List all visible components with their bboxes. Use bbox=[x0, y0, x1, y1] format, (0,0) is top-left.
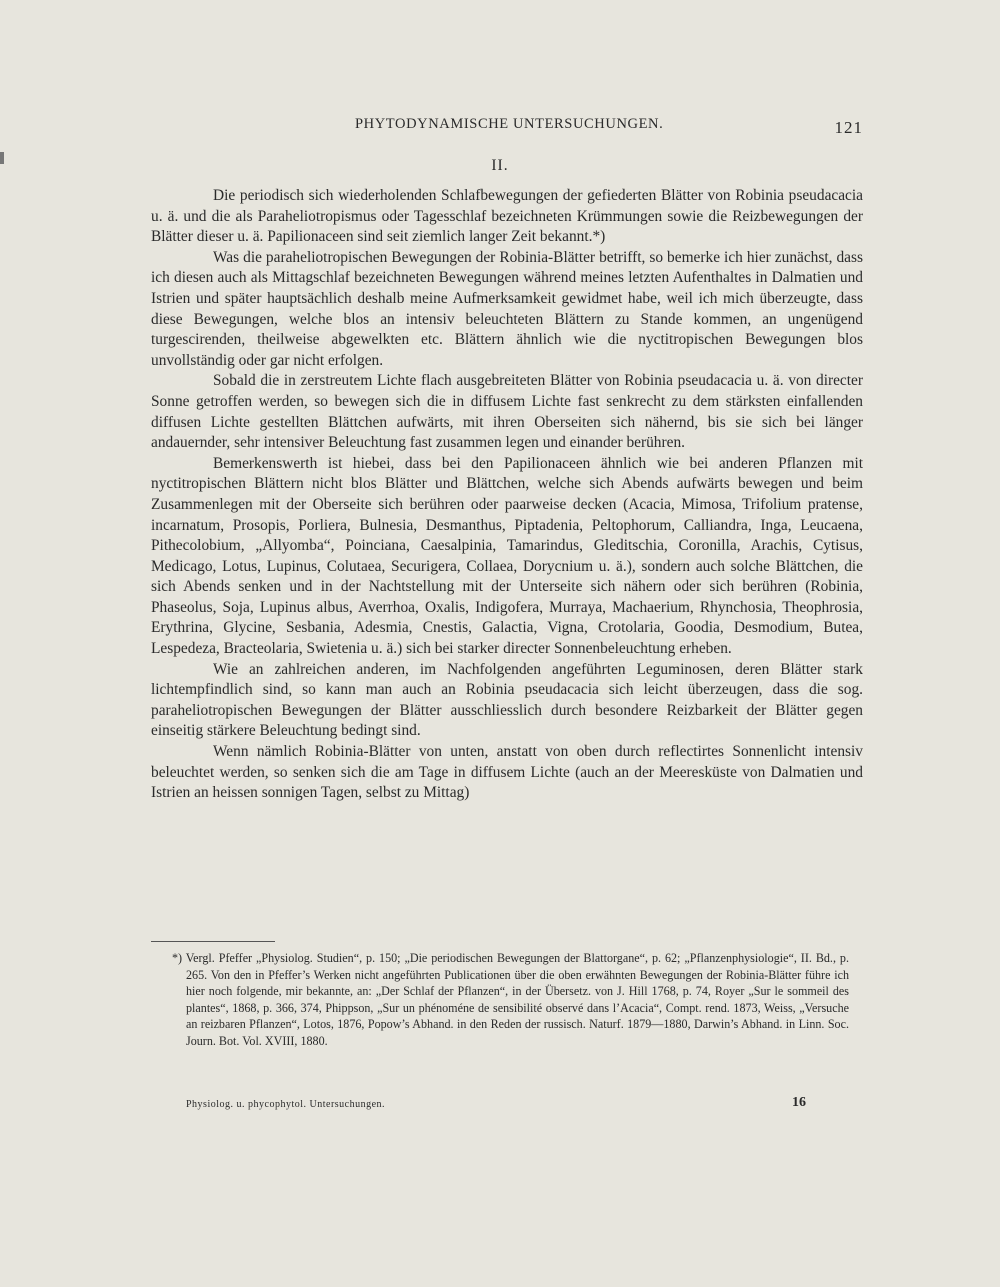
running-title: PHYTODYNAMISCHE UNTERSUCHUNGEN. bbox=[355, 116, 664, 132]
footnote-text: *) Vergl. Pfeffer „Physiolog. Studien“, p. 150; „Die periodischen Bewegungen der Blattorgane“, p. 62; „Pflanzenphysiologie“, II. Bd., p. 265. Von den in Pfeffer’s Werken nicht angeführten Publicationen über die oben erwähnten Bewegungen der Robinia-Blätter führe ich hier noch folgende, mir bekannte, an: „Der Schlaf der Pflanzen“, in der Übersetz. von J. Hill 1768, p. 74, Royer „Sur le sommeil des plantes“, 1868, p. 366, 374, Phippson, „Sur un phénoméne de sensibilité observé dans l’Acacia“, Compt. rend. 1873, Weiss, „Versuche an reizbaren Pflanzen“, Lotos, 1876, Popow’s Abhand. in den Reden der russisch. Naturf. 1879—1880, Darwin’s Abhand. in Linn. Soc. Journ. Bot. Vol. XVIII, 1880. bbox=[172, 951, 849, 1048]
section-heading: II. bbox=[491, 157, 509, 174]
paragraph: Die periodisch sich wiederholenden Schlafbewegungen der gefiederten Blätter von Robinia pseudacacia u. ä. und die als Paraheliotropismus oder Tagesschlaf bezeichneten Krümmungen sowie die Reizbewegungen der Blätter dieser u. ä. Papilionaceen sind seit ziemlich langer Zeit bekannt.*) bbox=[151, 187, 863, 246]
signature-mark: 16 bbox=[792, 1095, 806, 1110]
body-text bbox=[151, 186, 863, 804]
signature-line: Physiolog. u. phycophytol. Untersuchungen. bbox=[186, 1099, 386, 1110]
running-header bbox=[150, 116, 863, 140]
page-footer bbox=[186, 1095, 806, 1115]
page-number: 121 bbox=[834, 118, 863, 137]
footnote bbox=[172, 950, 849, 1049]
paragraph: Sobald die in zerstreutem Lichte flach ausgebreiteten Blätter von Robinia pseudacacia u. ä. von directer Sonne getroffen werden, so bewegen sich die in diffusem Lichte fast senkrecht zu dem stärksten einfallenden diffusen Lichte gestellten Blättchen aufwärts, mit ihren Oberseiten sich nähernd, bis sie sich bei länger andauernder, sehr intensiver Beleuchtung fast zusammen legen und einander berühren. bbox=[151, 372, 863, 452]
paragraph: Wenn nämlich Robinia-Blätter von unten, anstatt von oben durch reflectirtes Sonnenlicht intensiv beleuchtet werden, so senken sich die am Tage in diffusem Lichte (auch an der Meeresküste von Dalmatien und Istrien an heissen sonnigen Tagen, selbst zu Mittag) bbox=[151, 743, 863, 802]
paragraph: Bemerkenswerth ist hiebei, dass bei den Papilionaceen ähnlich wie bei anderen Pflanzen mit nyctitropischen Blättern nicht blos Blätter und Blättchen, welche sich Abends aufwärts bewegen und beim Zusammenlegen mit der Oberseite sich berühren oder paarweise decken (Acacia, Mimosa, Trifolium pratense, incarnatum, Prosopis, Porliera, Bulnesia, Desmanthus, Piptadenia, Peltophorum, Calliandra, Inga, Leucaena, Pithecolobium, „Allyomba“, Poinciana, Caesalpinia, Tamarindus, Gleditschia, Coronilla, Arachis, Cytisus, Medicago, Lotus, Lupinus, Colutaea, Securigera, Collaea, Dorycnium u. ä.), sondern auch solche Blättchen, die sich Abends senken und in der Nachtstellung mit der Unterseite sich nähern oder sich berühren (Robinia, Phaseolus, Soja, Lupinus albus, Averrhoa, Oxalis, Indigofera, Murraya, Machaerium, Rhynchosia, Theophrosia, Erythrina, Glycine, Sesbania, Adesmia, Cnestis, Galactia, Vigna, Crotolaria, Goodia, Desmodium, Butea, Lespedeza, Bracteolaria, Swietenia u. ä.) sich bei starker directer Sonnenbeleuchtung erheben. bbox=[151, 454, 863, 658]
paragraph: Was die paraheliotropischen Bewegungen der Robinia-Blätter betrifft, so bemerke ich hier zunächst, dass ich diesen auch als Mittagschlaf bezeichneten Bewegungen während meines letzten Aufenthaltes in Dalmatien und Istrien und später hauptsächlich deshalb meine Aufmerksamkeit gewidmet habe, weil ich mich überzeugte, dass diese Bewegungen, welche blos an intensiv beleuchteten Blättern zu Stande kommen, an ungenügend turgescirenden, theilweise abgewelkten etc. Blättern ähnlich wie die nyctitropischen Bewegungen blos unvollständig oder gar nicht erfolgen. bbox=[151, 248, 863, 369]
paragraph: Wie an zahlreichen anderen, im Nachfolgenden angeführten Leguminosen, deren Blätter stark lichtempfindlich sind, so kann man auch an Robinia pseudacacia sich leicht überzeugen, dass die sog. paraheliotropischen Bewegungen der Blätter ausschliesslich durch besondere Reizbarkeit der Blätter gegen einseitig stärkere Beleuchtung bedingt sind. bbox=[151, 660, 863, 740]
footnote-divider bbox=[151, 941, 275, 942]
